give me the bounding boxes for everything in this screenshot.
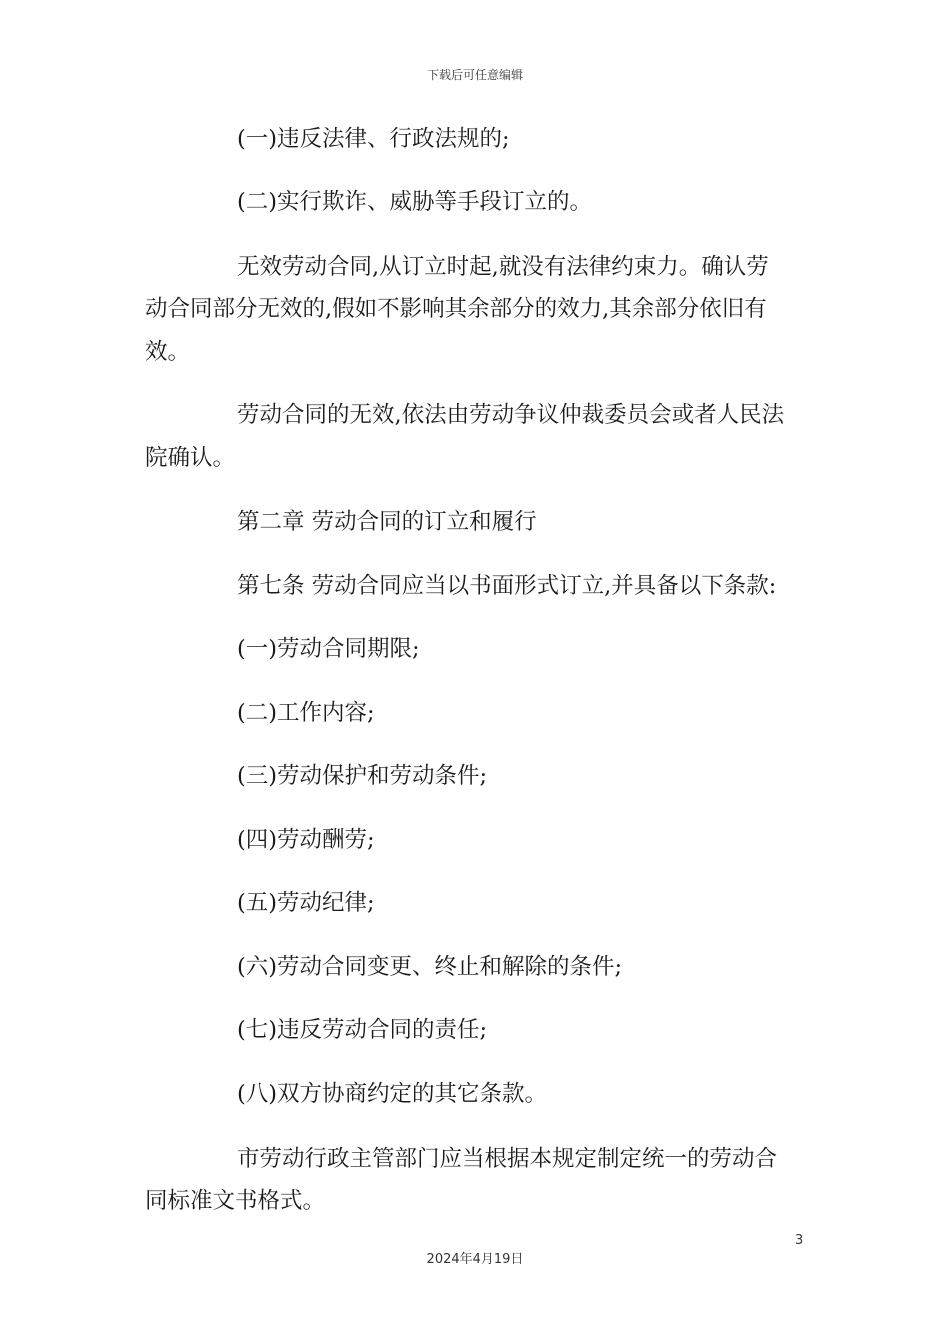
clause-item: (七)违反劳动合同的责任; xyxy=(237,1017,488,1043)
item-line: (二)实行欺诈、威胁等手段订立的。 xyxy=(237,189,593,215)
page-header: 下载后可任意编辑 xyxy=(426,68,523,82)
paragraph-line: 无效劳动合同,从订立时起,就没有法律约束力。确认劳 xyxy=(237,254,769,280)
page-number: 3 xyxy=(795,1233,804,1248)
paragraph-line: 院确认。 xyxy=(145,445,236,471)
clause-item: (四)劳动酬劳; xyxy=(237,827,375,853)
paragraph-line: 同标准文书格式。 xyxy=(145,1188,326,1214)
paragraph-line: 动合同部分无效的,假如不影响其余部分的效力,其余部分依旧有 xyxy=(145,296,767,322)
clause-item: (六)劳动合同变更、终止和解除的条件; xyxy=(237,954,623,980)
clause-item: (一)劳动合同期限; xyxy=(237,636,420,662)
chapter-title: 第二章 劳动合同的订立和履行 xyxy=(237,509,537,535)
clause-item: (五)劳动纪律; xyxy=(237,890,375,916)
article-heading: 第七条 劳动合同应当以书面形式订立,并具备以下条款: xyxy=(237,573,777,599)
item-line: (一)违反法律、行政法规的; xyxy=(237,126,510,152)
paragraph-line: 市劳动行政主管部门应当根据本规定制定统一的劳动合 xyxy=(237,1146,778,1172)
paragraph-line: 效。 xyxy=(145,339,191,365)
paragraph-line: 劳动合同的无效,依法由劳动争议仲裁委员会或者人民法 xyxy=(237,402,785,428)
clause-item: (三)劳动保护和劳动条件; xyxy=(237,763,488,789)
clause-item: (八)双方协商约定的其它条款。 xyxy=(237,1081,548,1107)
footer-date: 2024年4月19日 xyxy=(426,1252,524,1267)
clause-item: (二)工作内容; xyxy=(237,700,375,726)
